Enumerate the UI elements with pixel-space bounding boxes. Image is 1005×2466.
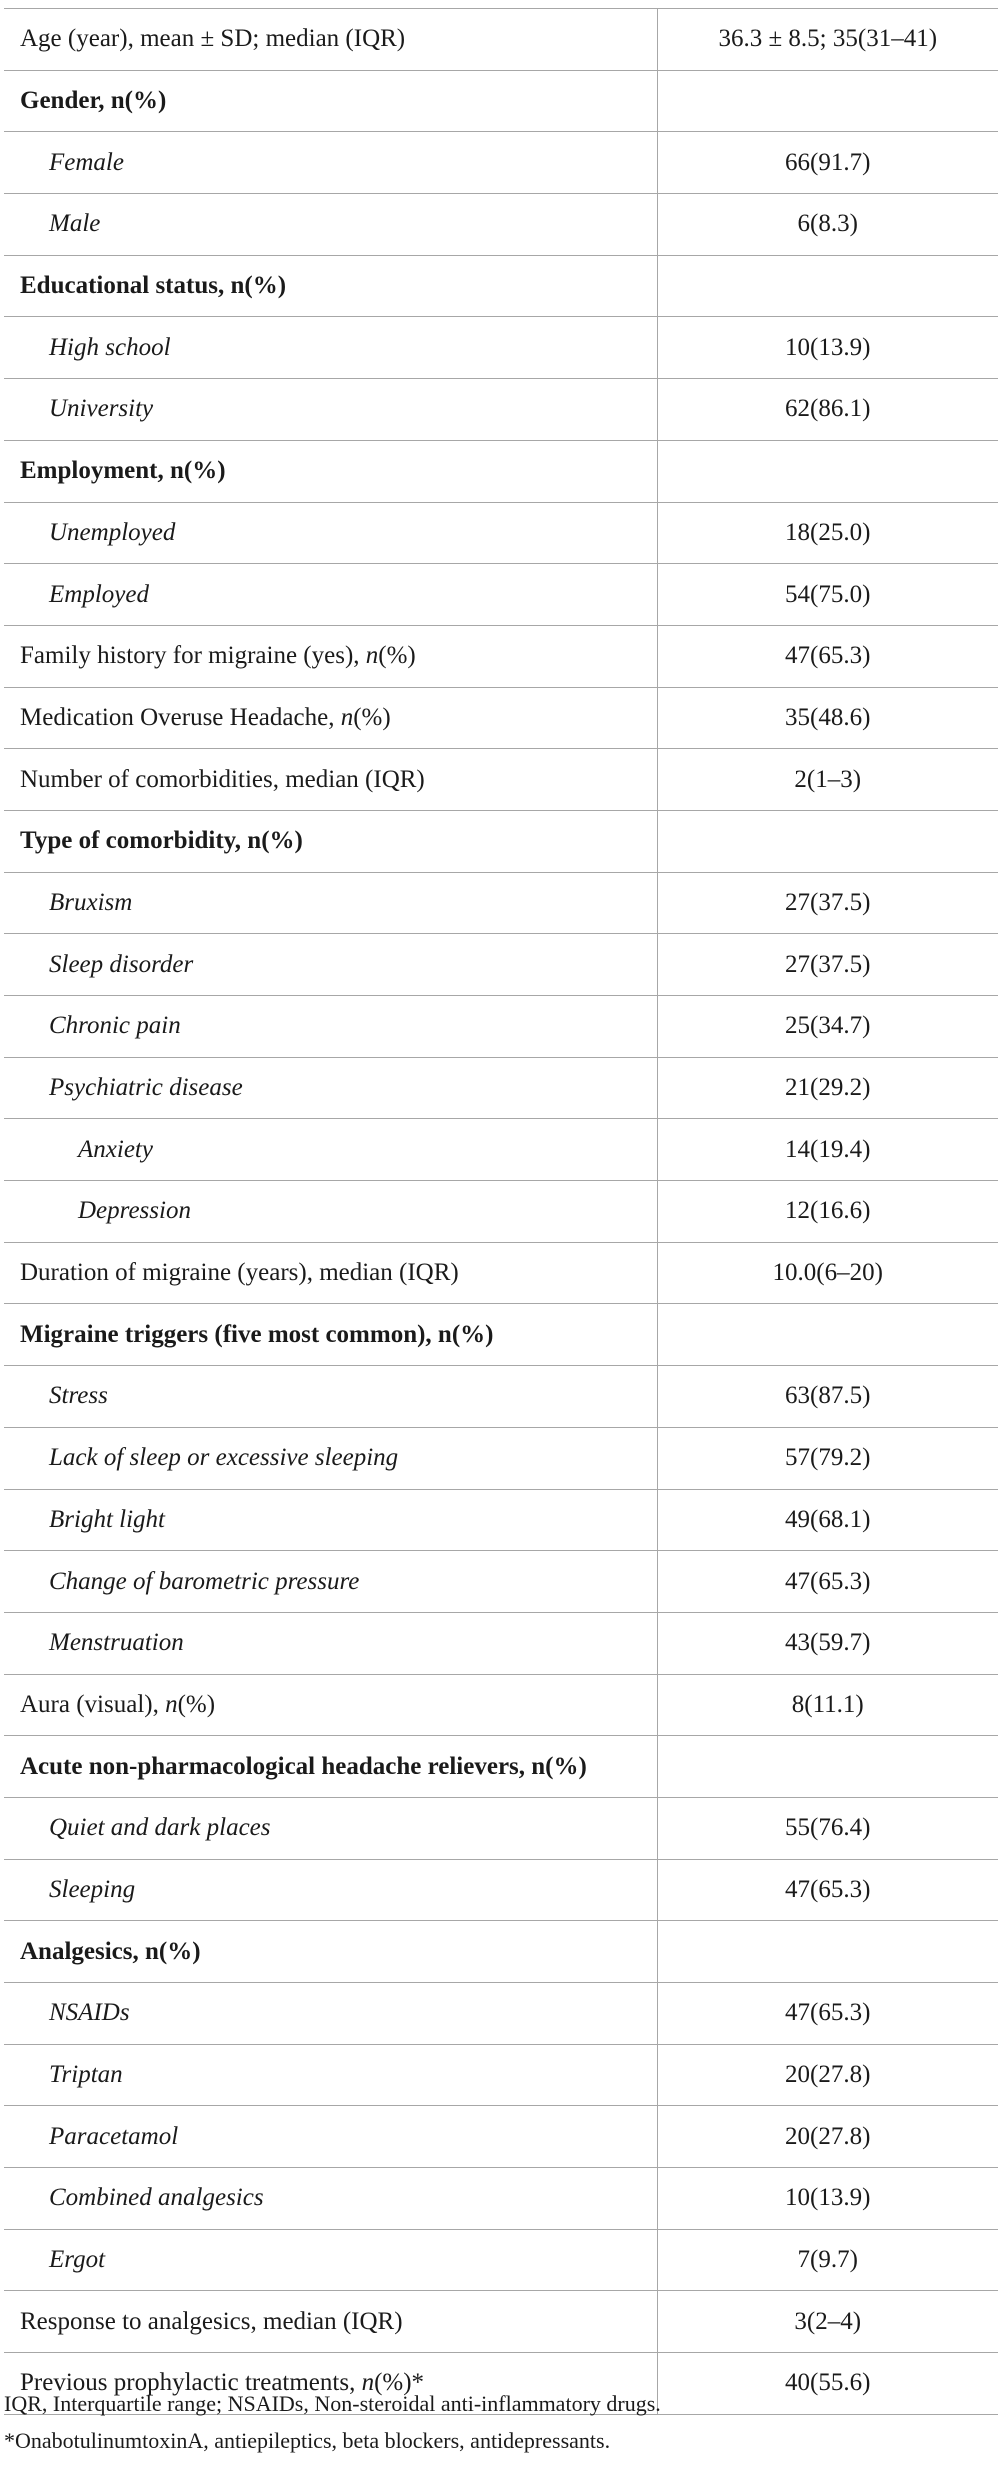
table-row — [4, 1983, 998, 2045]
row-label — [4, 1489, 657, 1551]
table-row — [4, 934, 998, 996]
footnote-prophylactic-treatments: *OnabotulinumtoxinA, antiepileptics, beta blockers, antidepressants. — [4, 2428, 611, 2453]
row-value: 47(65.3) — [657, 1551, 998, 1613]
row-value — [657, 440, 998, 502]
table-body — [4, 9, 998, 2415]
label-text: Female — [49, 148, 124, 176]
label-text: (%) — [378, 642, 416, 670]
row-value — [657, 810, 998, 872]
label-text: n — [165, 1690, 178, 1718]
row-label — [4, 132, 657, 194]
row-label — [4, 564, 657, 626]
section-header-row — [4, 1736, 998, 1798]
row-value: 25(34.7) — [657, 996, 998, 1058]
row-label — [4, 379, 657, 441]
row-value: 2(1–3) — [657, 749, 998, 811]
section-header-row — [4, 440, 998, 502]
row-label — [4, 1366, 657, 1428]
label-text: Acute non-pharmacological headache relievers, n(%) — [20, 1752, 587, 1780]
label-text: Medication Overuse Headache, — [20, 703, 341, 731]
table-row — [4, 2168, 998, 2230]
label-text: Migraine triggers (five most common), n(%) — [20, 1320, 494, 1348]
table-row — [4, 1859, 998, 1921]
table-row — [4, 1427, 998, 1489]
label-text: Age (year), mean ± SD; median (IQR) — [20, 25, 406, 53]
label-text: n — [365, 642, 379, 670]
table-row — [4, 1119, 998, 1181]
row-label — [4, 9, 657, 71]
row-value: 14(19.4) — [657, 1119, 998, 1181]
label-text: Employment, n(%) — [20, 457, 226, 485]
label-text: Aura (visual), — [20, 1690, 166, 1718]
row-value: 47(65.3) — [657, 1859, 998, 1921]
label-text: Bruxism — [49, 888, 133, 916]
label-text: Depression — [78, 1197, 191, 1225]
table-row — [4, 2229, 998, 2291]
row-value: 40(55.6) — [657, 2353, 998, 2415]
label-text: Analgesics, n(%) — [20, 1937, 201, 1965]
label-text: Lack of sleep or excessive sleeping — [49, 1444, 399, 1472]
label-text: Menstruation — [49, 1629, 184, 1657]
row-label — [4, 2168, 657, 2230]
label-text: Change of barometric pressure — [49, 1567, 360, 1595]
label-text: Stress — [49, 1382, 108, 1410]
row-value — [657, 1304, 998, 1366]
label-text: (%) — [353, 703, 391, 731]
row-value — [657, 255, 998, 317]
row-value — [657, 1736, 998, 1798]
table-row — [4, 1366, 998, 1428]
row-label — [4, 1983, 657, 2045]
row-value: 49(68.1) — [657, 1489, 998, 1551]
row-label — [4, 2044, 657, 2106]
row-label — [4, 625, 657, 687]
row-value: 6(8.3) — [657, 194, 998, 256]
table-row — [4, 564, 998, 626]
row-label — [4, 1797, 657, 1859]
row-label — [4, 317, 657, 379]
row-value: 10(13.9) — [657, 317, 998, 379]
row-value: 47(65.3) — [657, 1983, 998, 2045]
table-row — [4, 2106, 998, 2168]
row-value: 21(29.2) — [657, 1057, 998, 1119]
row-label — [4, 1057, 657, 1119]
label-text: University — [49, 395, 154, 423]
row-value: 55(76.4) — [657, 1797, 998, 1859]
label-text: Psychiatric disease — [49, 1074, 243, 1102]
label-text: Number of comorbidities, median (IQR) — [20, 765, 425, 793]
table-row — [4, 194, 998, 256]
label-text: Chronic pain — [49, 1012, 181, 1040]
row-label — [4, 1674, 657, 1736]
section-header-label — [4, 1304, 657, 1366]
row-label — [4, 996, 657, 1058]
table-row — [4, 1612, 998, 1674]
section-header-row — [4, 1304, 998, 1366]
label-text: Sleeping — [49, 1875, 136, 1903]
row-value: 66(91.7) — [657, 132, 998, 194]
table-row — [4, 687, 998, 749]
label-text: NSAIDs — [49, 1999, 130, 2027]
label-text: Ergot — [49, 2246, 106, 2274]
label-text: n — [361, 2369, 375, 2397]
table-row — [4, 2291, 998, 2353]
row-value: 12(16.6) — [657, 1181, 998, 1243]
label-text: Combined analgesics — [49, 2184, 264, 2212]
label-text: Sleep disorder — [49, 950, 194, 978]
row-value: 7(9.7) — [657, 2229, 998, 2291]
section-header-label — [4, 70, 657, 132]
row-value: 3(2–4) — [657, 2291, 998, 2353]
row-value: 63(87.5) — [657, 1366, 998, 1428]
table-row — [4, 9, 998, 71]
label-text: Triptan — [49, 2061, 123, 2089]
row-value: 18(25.0) — [657, 502, 998, 564]
row-value: 27(37.5) — [657, 872, 998, 934]
row-label — [4, 1119, 657, 1181]
row-label — [4, 2106, 657, 2168]
row-value: 62(86.1) — [657, 379, 998, 441]
table-row — [4, 379, 998, 441]
table-row — [4, 1057, 998, 1119]
table-row — [4, 317, 998, 379]
label-text: (%) — [177, 1690, 216, 1718]
row-label — [4, 2229, 657, 2291]
row-label — [4, 502, 657, 564]
table-row — [4, 1551, 998, 1613]
table-row — [4, 749, 998, 811]
table-row — [4, 1674, 998, 1736]
section-header-row — [4, 255, 998, 317]
label-text: Educational status, n(%) — [20, 272, 287, 300]
label-text: Response to analgesics, median (IQR) — [20, 2307, 403, 2335]
row-label — [4, 1181, 657, 1243]
label-text: Male — [49, 210, 101, 238]
footnote-abbreviations: IQR, Interquartile range; NSAIDs, Non-steroidal anti-inflammatory drugs. — [4, 2391, 661, 2416]
row-label — [4, 1551, 657, 1613]
row-value: 35(48.6) — [657, 687, 998, 749]
label-text: (%)* — [374, 2369, 425, 2397]
characteristics-table — [4, 8, 998, 2415]
section-header-label — [4, 440, 657, 502]
label-text: Quiet and dark places — [49, 1814, 271, 1842]
row-value: 20(27.8) — [657, 2044, 998, 2106]
row-value: 43(59.7) — [657, 1612, 998, 1674]
row-value: 57(79.2) — [657, 1427, 998, 1489]
section-header-label — [4, 810, 657, 872]
row-value: 10.0(6–20) — [657, 1242, 998, 1304]
section-header-row — [4, 70, 998, 132]
row-label — [4, 194, 657, 256]
section-header-label — [4, 1921, 657, 1983]
row-value: 47(65.3) — [657, 625, 998, 687]
row-value — [657, 70, 998, 132]
label-text: Previous prophylactic treatments, — [20, 2369, 362, 2397]
row-label — [4, 1859, 657, 1921]
label-text: n — [340, 703, 354, 731]
label-text: Anxiety — [78, 1135, 153, 1163]
row-value: 54(75.0) — [657, 564, 998, 626]
label-text: Paracetamol — [49, 2122, 179, 2150]
label-text: Type of comorbidity, n(%) — [20, 827, 303, 855]
row-label — [4, 2291, 657, 2353]
section-header-label — [4, 1736, 657, 1798]
row-label — [4, 749, 657, 811]
table-row — [4, 996, 998, 1058]
table-row — [4, 1181, 998, 1243]
label-text: High school — [49, 333, 171, 361]
table-row — [4, 2044, 998, 2106]
row-value: 20(27.8) — [657, 2106, 998, 2168]
table-row — [4, 132, 998, 194]
label-text: Bright light — [49, 1505, 165, 1533]
section-header-row — [4, 810, 998, 872]
row-label — [4, 1242, 657, 1304]
label-text: Unemployed — [49, 518, 176, 546]
row-value: 27(37.5) — [657, 934, 998, 996]
row-value — [657, 1921, 998, 1983]
row-label — [4, 687, 657, 749]
table-row — [4, 625, 998, 687]
row-label — [4, 872, 657, 934]
table-row — [4, 872, 998, 934]
row-label — [4, 1427, 657, 1489]
row-value: 10(13.9) — [657, 2168, 998, 2230]
table-row — [4, 502, 998, 564]
label-text: Family history for migraine (yes), — [20, 642, 366, 670]
section-header-row — [4, 1921, 998, 1983]
label-text: Employed — [49, 580, 149, 608]
row-label — [4, 934, 657, 996]
table-row — [4, 1797, 998, 1859]
row-value: 8(11.1) — [657, 1674, 998, 1736]
table-row — [4, 1242, 998, 1304]
row-label — [4, 1612, 657, 1674]
label-text: Duration of migraine (years), median (IQR) — [20, 1259, 459, 1287]
table-row — [4, 1489, 998, 1551]
row-value: 36.3 ± 8.5; 35(31–41) — [657, 9, 998, 71]
section-header-label — [4, 255, 657, 317]
label-text: Gender, n(%) — [20, 87, 167, 115]
